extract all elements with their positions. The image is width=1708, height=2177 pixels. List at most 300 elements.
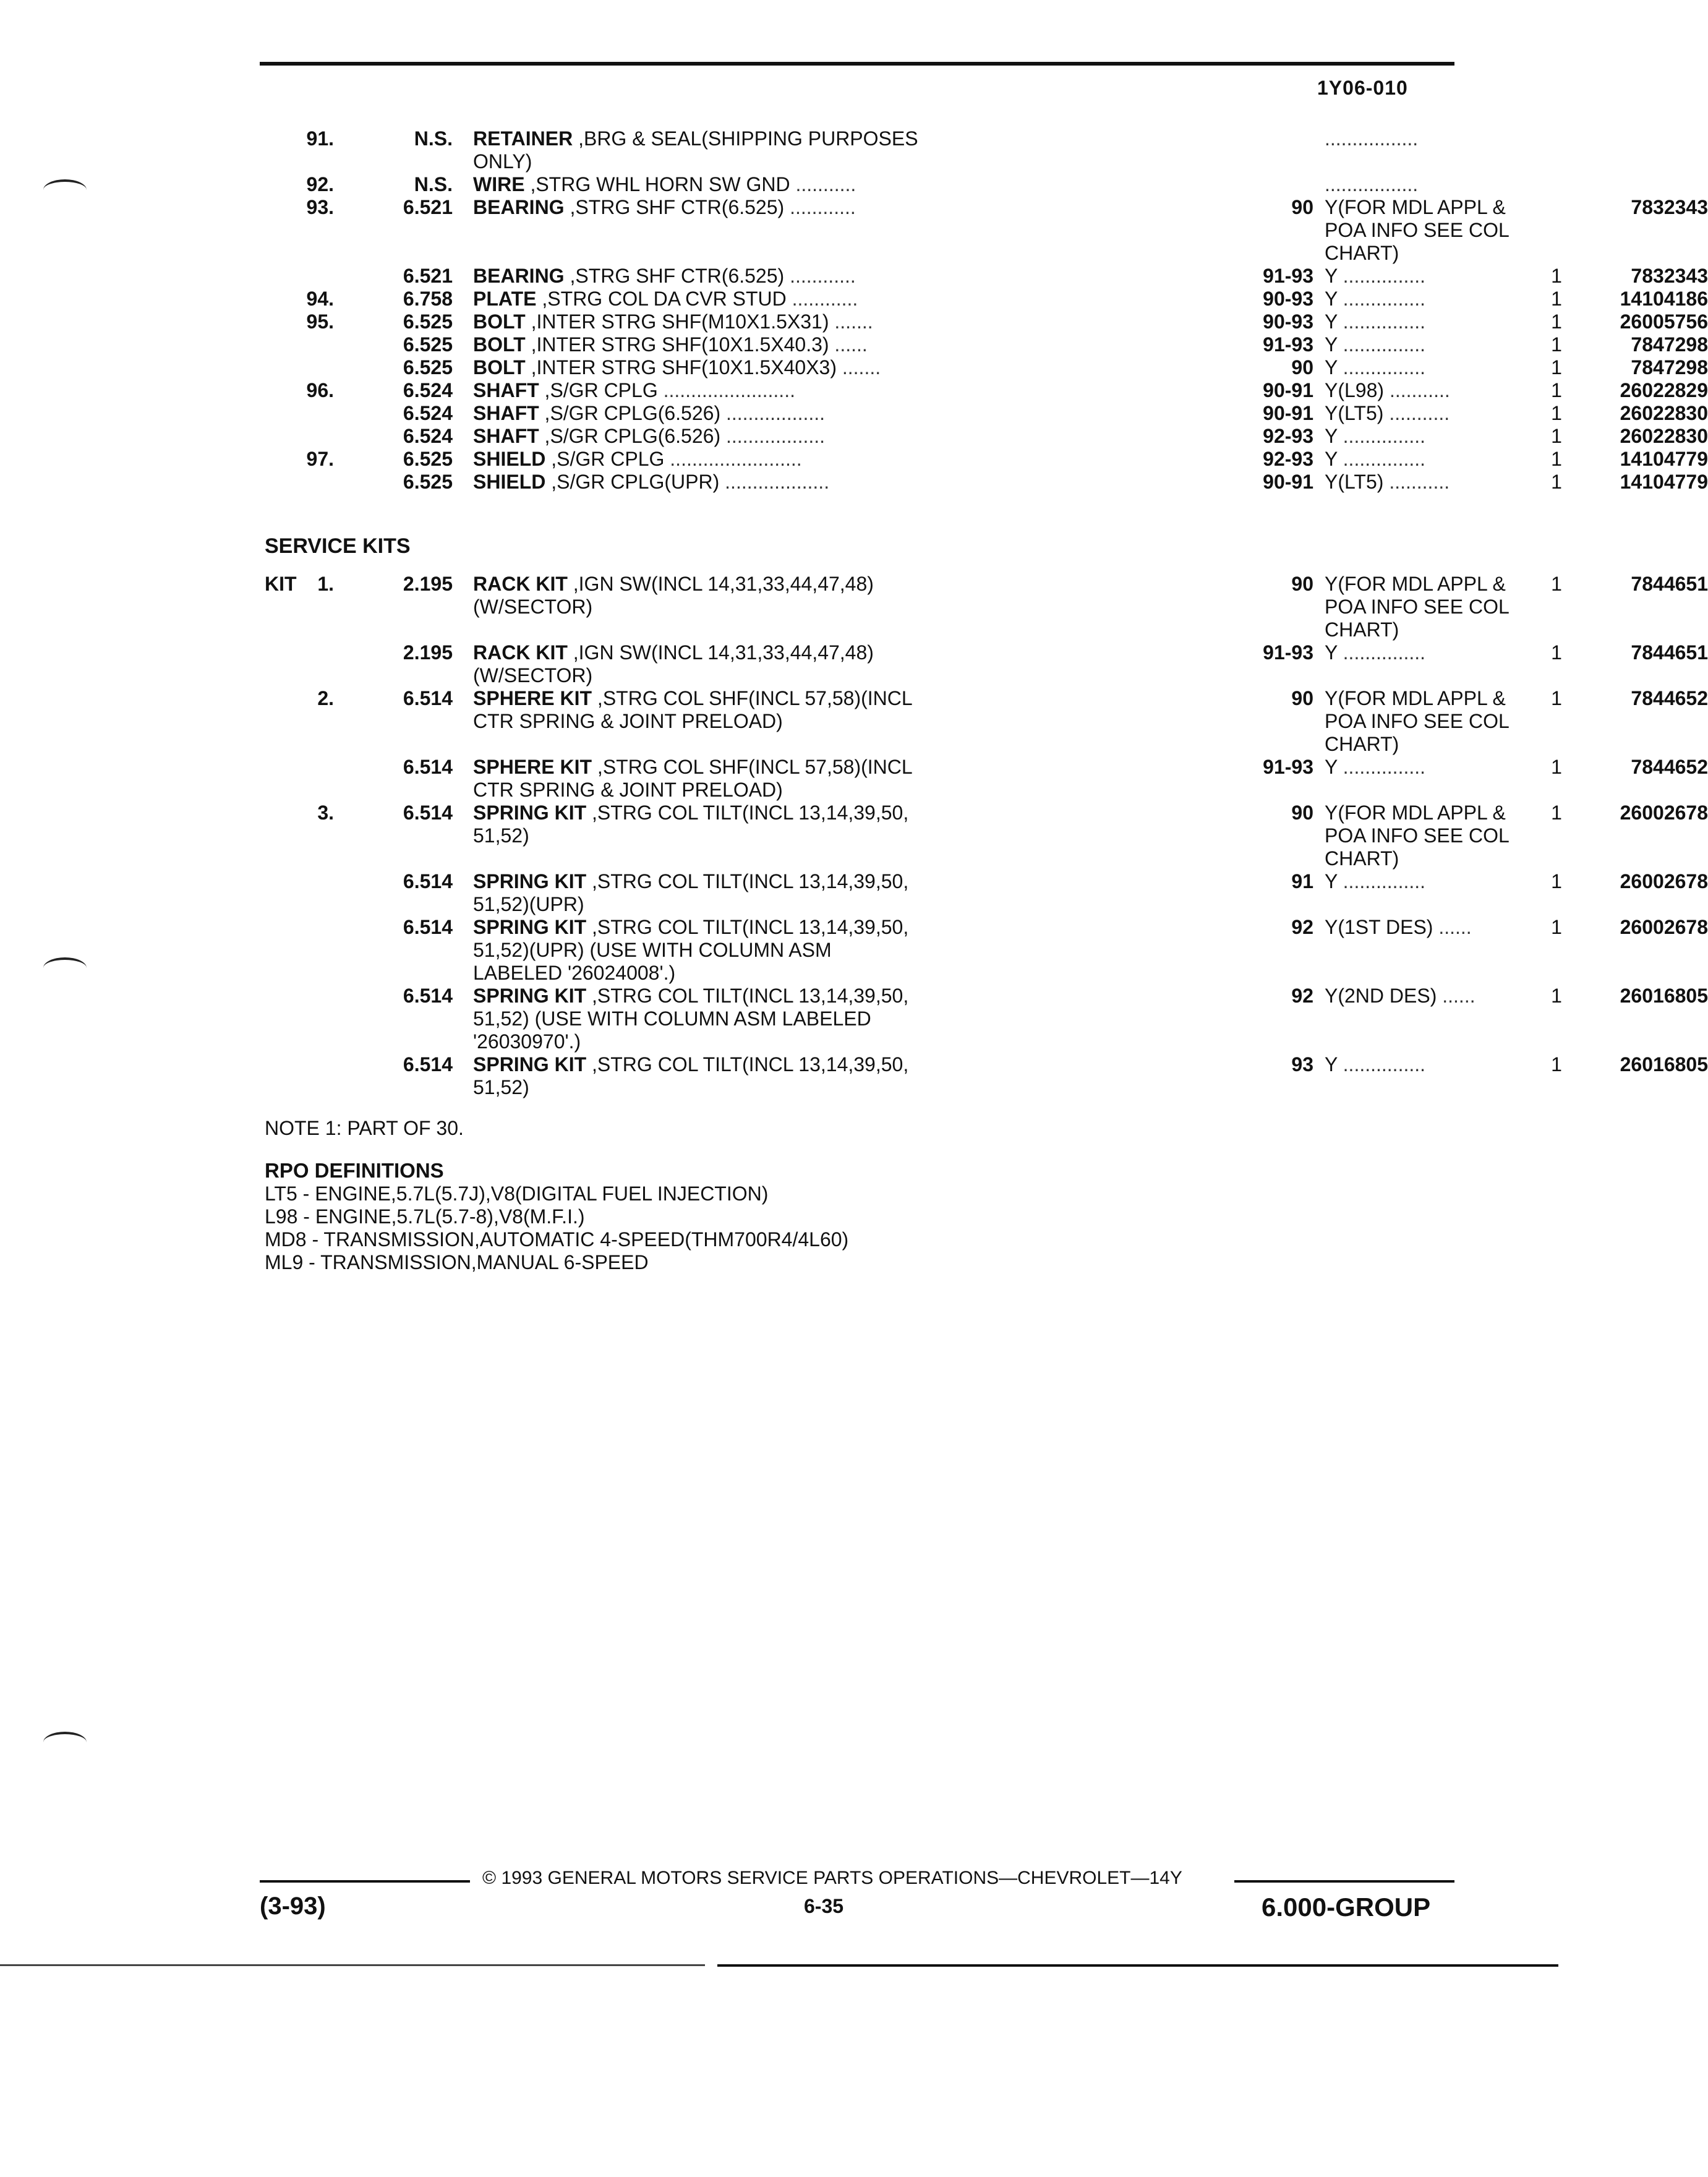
description-line <box>473 756 1228 779</box>
part-name: SPRING KIT <box>473 1053 587 1076</box>
part-description <box>473 265 1228 288</box>
table-row <box>260 641 1708 687</box>
application-continuation: POA INFO SEE COL <box>1325 710 1509 732</box>
description-continuation: 51,52) <box>473 1076 529 1098</box>
group-number: 6.525 <box>403 356 453 379</box>
leader-dots: ...... <box>1437 985 1475 1007</box>
quantity: 1 <box>1551 425 1562 447</box>
application-code: Y <box>1325 641 1338 664</box>
group-number: 6.524 <box>403 402 453 424</box>
part-name: SHAFT <box>473 425 539 447</box>
application-line <box>1325 196 1535 219</box>
part-description <box>473 173 1228 196</box>
part-number: 14104779 <box>1620 448 1708 470</box>
part-detail: ,STRG COL SHF(INCL 57,58)(INCL <box>592 756 913 778</box>
application-line <box>1325 687 1535 710</box>
leader-dots: ............... <box>1337 756 1426 778</box>
table-row <box>260 333 1708 356</box>
part-name: RACK KIT <box>473 573 568 595</box>
leader-dots: ........................ <box>657 379 795 401</box>
application <box>1325 356 1535 379</box>
document-code: 1Y06-010 <box>1317 77 1408 99</box>
table-row <box>260 1053 1708 1099</box>
footnote: NOTE 1: PART OF 30. <box>265 1117 464 1139</box>
part-detail: ,INTER STRG SHF(10X1.5X40.3) <box>525 333 829 356</box>
part-number: 26002678 <box>1620 916 1708 938</box>
part-description <box>473 402 1228 425</box>
leader-dots: .................. <box>720 425 826 447</box>
leader-dots: ........... <box>790 173 856 195</box>
part-name: BEARING <box>473 196 565 218</box>
description-continuation: CTR SPRING & JOINT PRELOAD) <box>473 779 783 801</box>
part-number: 7844651 <box>1631 573 1708 595</box>
part-detail: ,STRG COL TILT(INCL 13,14,39,50, <box>586 985 909 1007</box>
description-line <box>473 802 1228 824</box>
group-number: 6.525 <box>403 310 453 333</box>
application-line <box>1325 333 1535 356</box>
part-name: SPRING KIT <box>473 802 587 824</box>
part-name: SPRING KIT <box>473 916 587 938</box>
table-row <box>260 127 1459 173</box>
description-line <box>473 448 1228 471</box>
part-number: 26022830 <box>1620 402 1708 424</box>
application <box>1325 687 1535 756</box>
quantity: 1 <box>1551 379 1562 401</box>
group-number: N.S. <box>414 127 453 150</box>
quantity: 1 <box>1551 573 1562 595</box>
description-line <box>473 196 1228 219</box>
leader-dots: ................... <box>719 471 830 493</box>
application <box>1325 402 1535 425</box>
application <box>1325 756 1535 779</box>
part-number: 14104186 <box>1620 288 1708 310</box>
application-code: Y <box>1325 310 1338 333</box>
part-name: SHIELD <box>473 471 546 493</box>
part-name: BOLT <box>473 356 526 379</box>
group-number: 6.525 <box>403 333 453 356</box>
model-year: 93 <box>1291 1053 1313 1076</box>
part-detail: ,IGN SW(INCL 14,31,33,44,47,48) <box>567 573 874 595</box>
application <box>1325 196 1535 265</box>
part-detail: ,BRG & SEAL(SHIPPING PURPOSES <box>573 127 918 150</box>
application-line <box>1325 985 1535 1007</box>
description-line <box>473 288 1228 310</box>
part-description <box>473 127 1228 173</box>
leader-dots: ...... <box>829 333 868 356</box>
kit-label: KIT <box>265 573 297 595</box>
application <box>1325 641 1535 664</box>
table-row <box>260 471 1708 494</box>
application <box>1325 265 1535 288</box>
application-code: Y(LT5) <box>1325 471 1384 493</box>
description-line <box>473 471 1228 494</box>
part-number: 26002678 <box>1620 870 1708 892</box>
part-description <box>473 916 1228 985</box>
table-row <box>260 265 1708 288</box>
application-line <box>1325 802 1535 824</box>
application-continuation: CHART) <box>1325 847 1399 870</box>
description-line <box>473 870 1228 893</box>
part-description <box>473 333 1228 356</box>
item-number: 93. <box>306 196 334 218</box>
application-line <box>1325 288 1535 310</box>
item-number: 91. <box>306 127 334 150</box>
part-name: SPHERE KIT <box>473 756 592 778</box>
part-name: SHAFT <box>473 379 539 401</box>
group-number: 6.521 <box>403 196 453 218</box>
part-name: SPRING KIT <box>473 985 587 1007</box>
part-name: BOLT <box>473 333 526 356</box>
model-year: 92 <box>1291 916 1313 938</box>
application-line <box>1325 356 1535 379</box>
quantity: 1 <box>1551 756 1562 778</box>
part-detail: ,STRG COL TILT(INCL 13,14,39,50, <box>586 802 909 824</box>
part-description <box>473 288 1228 310</box>
application <box>1325 471 1535 494</box>
part-description <box>473 870 1228 916</box>
quantity: 1 <box>1551 641 1562 664</box>
rpo-definition: ML9 - TRANSMISSION,MANUAL 6-SPEED <box>265 1251 649 1273</box>
part-number: 7844652 <box>1631 687 1708 709</box>
table-row <box>260 573 1708 641</box>
part-description <box>473 379 1228 402</box>
application-code: Y <box>1325 288 1338 310</box>
part-number: 26016805 <box>1620 985 1708 1007</box>
description-line <box>473 379 1228 402</box>
part-name: BEARING <box>473 265 565 287</box>
leader-dots: ........... <box>1383 402 1450 424</box>
description-line <box>473 573 1228 596</box>
part-detail: ,STRG COL DA CVR STUD <box>536 288 787 310</box>
binder-hole-mark <box>43 179 87 200</box>
quantity: 1 <box>1551 265 1562 287</box>
part-detail: ,S/GR CPLG <box>545 448 665 470</box>
application-code: Y <box>1325 265 1338 287</box>
quantity: 1 <box>1551 471 1562 493</box>
application-continuation: POA INFO SEE COL <box>1325 596 1509 618</box>
application-code: Y(FOR MDL APPL & <box>1325 802 1506 824</box>
part-description <box>473 1053 1228 1099</box>
application <box>1325 870 1535 893</box>
application-line <box>1325 402 1535 425</box>
scan-edge-line <box>0 1964 705 1966</box>
leader-dots: ...... <box>1433 916 1472 938</box>
application <box>1325 573 1535 641</box>
quantity: 1 <box>1551 870 1562 892</box>
part-name: SHAFT <box>473 402 539 424</box>
rpo-definition: LT5 - ENGINE,5.7L(5.7J),V8(DIGITAL FUEL INJECTION) <box>265 1183 769 1205</box>
application-line <box>1325 870 1535 893</box>
application-code: Y(FOR MDL APPL & <box>1325 196 1506 218</box>
model-year: 90-91 <box>1263 379 1313 401</box>
application-code: Y <box>1325 333 1338 356</box>
application <box>1325 916 1535 939</box>
application-line <box>1325 127 1535 150</box>
description-line <box>473 333 1228 356</box>
group-number: N.S. <box>414 173 453 195</box>
part-detail: ,INTER STRG SHF(M10X1.5X31) <box>525 310 829 333</box>
leader-dots: ............ <box>784 196 856 218</box>
rpo-definition: L98 - ENGINE,5.7L(5.7-8),V8(M.F.I.) <box>265 1205 585 1228</box>
group-number: 6.514 <box>403 1053 453 1076</box>
model-year: 90 <box>1291 573 1313 595</box>
part-name: SPHERE KIT <box>473 687 592 709</box>
part-description <box>473 310 1228 333</box>
part-name: RETAINER <box>473 127 573 150</box>
part-number: 26022830 <box>1620 425 1708 447</box>
quantity: 1 <box>1551 1053 1562 1076</box>
model-year: 91-93 <box>1263 333 1313 356</box>
item-number: 97. <box>306 448 334 470</box>
service-kits-heading: SERVICE KITS <box>265 534 411 558</box>
application <box>1325 127 1535 150</box>
part-description <box>473 448 1228 471</box>
part-number: 7844651 <box>1631 641 1708 664</box>
rpo-definitions-list <box>265 1183 848 1274</box>
part-detail: ,STRG WHL HORN SW GND <box>524 173 790 195</box>
quantity: 1 <box>1551 333 1562 356</box>
table-row <box>260 916 1708 985</box>
quantity: 1 <box>1551 985 1562 1007</box>
leader-dots: ................. <box>1325 127 1419 150</box>
table-row <box>260 425 1708 448</box>
application <box>1325 333 1535 356</box>
part-detail: ,INTER STRG SHF(10X1.5X40X3) <box>525 356 837 379</box>
part-number: 26016805 <box>1620 1053 1708 1076</box>
leader-dots: ............... <box>1337 870 1426 892</box>
description-line <box>473 687 1228 710</box>
binder-hole-mark <box>43 1732 87 1753</box>
quantity: 1 <box>1551 916 1562 938</box>
model-year: 90-91 <box>1263 471 1313 493</box>
leader-dots: ............ <box>786 288 858 310</box>
model-year: 91-93 <box>1263 641 1313 664</box>
leader-dots: ............ <box>784 265 856 287</box>
part-detail: ,STRG SHF CTR(6.525) <box>564 265 785 287</box>
model-year: 90 <box>1291 356 1313 379</box>
leader-dots: ............... <box>1337 1053 1426 1076</box>
group-number: 6.524 <box>403 379 453 401</box>
part-name: WIRE <box>473 173 525 195</box>
table-row <box>260 173 1459 196</box>
application-continuation: CHART) <box>1325 618 1399 641</box>
copyright-line: © 1993 GENERAL MOTORS SERVICE PARTS OPERATIONS—CHEVROLET—14Y <box>482 1868 1182 1888</box>
table-row <box>260 379 1708 402</box>
item-number: 96. <box>306 379 334 401</box>
part-number: 7832343 <box>1631 196 1708 218</box>
description-continuation: CTR SPRING & JOINT PRELOAD) <box>473 710 783 732</box>
application <box>1325 288 1535 310</box>
leader-dots: ............... <box>1337 425 1426 447</box>
group-number: 6.514 <box>403 756 453 778</box>
application-continuation: POA INFO SEE COL <box>1325 824 1509 847</box>
application-code: Y(FOR MDL APPL & <box>1325 687 1506 709</box>
leader-dots: ............... <box>1337 356 1426 379</box>
part-description <box>473 196 1228 219</box>
application <box>1325 985 1535 1007</box>
application-code: Y(2ND DES) <box>1325 985 1437 1007</box>
application-code: Y(1ST DES) <box>1325 916 1433 938</box>
part-number: 14104779 <box>1620 471 1708 493</box>
group-number: 6.514 <box>403 687 453 709</box>
leader-dots: ....... <box>836 356 881 379</box>
leader-dots: .................. <box>720 402 826 424</box>
part-detail: ,IGN SW(INCL 14,31,33,44,47,48) <box>567 641 874 664</box>
application-code: Y <box>1325 1053 1338 1076</box>
scan-edge-line <box>717 1964 1558 1967</box>
part-detail: ,STRG COL TILT(INCL 13,14,39,50, <box>586 916 909 938</box>
description-line <box>473 1053 1228 1076</box>
model-year: 91-93 <box>1263 756 1313 778</box>
model-year: 92-93 <box>1263 448 1313 470</box>
model-year: 90-93 <box>1263 288 1313 310</box>
group-number: 2.195 <box>403 641 453 664</box>
description-continuation: 51,52) <box>473 824 529 847</box>
application-code: Y <box>1325 356 1338 379</box>
part-name: PLATE <box>473 288 537 310</box>
part-number: 7832343 <box>1631 265 1708 287</box>
item-number: 3. <box>317 802 334 824</box>
group-number: 6.514 <box>403 985 453 1007</box>
part-number: 7847298 <box>1631 356 1708 379</box>
table-row <box>260 310 1708 333</box>
group-number: 2.195 <box>403 573 453 595</box>
part-number: 26022829 <box>1620 379 1708 401</box>
application-code: Y(FOR MDL APPL & <box>1325 573 1506 595</box>
model-year: 90-93 <box>1263 310 1313 333</box>
footer-rule-left <box>260 1880 470 1883</box>
leader-dots: ............... <box>1337 310 1426 333</box>
part-description <box>473 802 1228 847</box>
item-number: 95. <box>306 310 334 333</box>
part-name: BOLT <box>473 310 526 333</box>
application-line <box>1325 471 1535 494</box>
part-description <box>473 756 1228 802</box>
part-detail: ,STRG COL TILT(INCL 13,14,39,50, <box>586 1053 909 1076</box>
part-name: SHIELD <box>473 448 546 470</box>
group-number: 6.514 <box>403 916 453 938</box>
application-line <box>1325 916 1535 939</box>
application <box>1325 802 1535 870</box>
part-number: 26005756 <box>1620 310 1708 333</box>
group-number: 6.521 <box>403 265 453 287</box>
group-number: 6.525 <box>403 471 453 493</box>
leader-dots: ............... <box>1337 288 1426 310</box>
description-continuation: (W/SECTOR) <box>473 664 593 686</box>
header-rule <box>260 62 1454 66</box>
application-continuation: CHART) <box>1325 733 1399 755</box>
application <box>1325 448 1535 471</box>
application-line <box>1325 379 1535 402</box>
footer-rule-right <box>1234 1880 1454 1883</box>
item-number: 1. <box>317 573 334 595</box>
leader-dots: ................. <box>1325 173 1419 195</box>
application <box>1325 1053 1535 1076</box>
application <box>1325 425 1535 448</box>
part-detail: ,S/GR CPLG(6.526) <box>539 402 721 424</box>
leader-dots: ....... <box>829 310 873 333</box>
application-line <box>1325 265 1535 288</box>
description-line <box>473 127 1228 150</box>
group-number: 6.514 <box>403 802 453 824</box>
group-number: 6.514 <box>403 870 453 892</box>
part-detail: ,S/GR CPLG(UPR) <box>545 471 720 493</box>
description-continuation: 51,52)(UPR) (USE WITH COLUMN ASM <box>473 939 832 961</box>
description-continuation: '26030970'.) <box>473 1030 581 1053</box>
description-line <box>473 356 1228 379</box>
table-row <box>260 870 1708 916</box>
part-description <box>473 425 1228 448</box>
item-number: 94. <box>306 288 334 310</box>
application-line <box>1325 310 1535 333</box>
application-line <box>1325 573 1535 596</box>
table-row <box>260 448 1708 471</box>
part-description <box>473 471 1228 494</box>
page-number: 6-35 <box>804 1895 844 1917</box>
application-code: Y <box>1325 425 1338 447</box>
group-number: 6.758 <box>403 288 453 310</box>
table-row <box>260 196 1708 265</box>
application <box>1325 379 1535 402</box>
description-line <box>473 916 1228 939</box>
group-label: 6.000-GROUP <box>1262 1893 1431 1922</box>
application-code: Y <box>1325 756 1338 778</box>
application-code: Y(L98) <box>1325 379 1385 401</box>
application-line <box>1325 1053 1535 1076</box>
description-line <box>473 985 1228 1007</box>
description-continuation: 51,52)(UPR) <box>473 893 584 915</box>
quantity: 1 <box>1551 356 1562 379</box>
part-detail: ,STRG COL TILT(INCL 13,14,39,50, <box>586 870 909 892</box>
part-name: RACK KIT <box>473 641 568 664</box>
rpo-definitions-heading: RPO DEFINITIONS <box>265 1159 444 1182</box>
part-detail: ,STRG COL SHF(INCL 57,58)(INCL <box>592 687 913 709</box>
table-row <box>260 356 1708 379</box>
part-description <box>473 687 1228 733</box>
leader-dots: ............... <box>1337 448 1426 470</box>
leader-dots: ........... <box>1383 471 1450 493</box>
table-row <box>260 288 1708 310</box>
part-description <box>473 985 1228 1053</box>
table-row <box>260 687 1708 756</box>
part-name: SPRING KIT <box>473 870 587 892</box>
part-detail: ,S/GR CPLG <box>539 379 658 401</box>
part-description <box>473 641 1228 687</box>
part-number: 7847298 <box>1631 333 1708 356</box>
quantity: 1 <box>1551 448 1562 470</box>
part-number: 26002678 <box>1620 802 1708 824</box>
model-year: 90 <box>1291 196 1313 218</box>
quantity: 1 <box>1551 310 1562 333</box>
application-code: Y(LT5) <box>1325 402 1384 424</box>
leader-dots: ............... <box>1337 265 1426 287</box>
description-continuation: (W/SECTOR) <box>473 596 593 618</box>
leader-dots: ............... <box>1337 641 1426 664</box>
table-row <box>260 985 1708 1053</box>
description-line <box>473 173 1228 196</box>
model-year: 92-93 <box>1263 425 1313 447</box>
application-continuation: POA INFO SEE COL <box>1325 219 1509 241</box>
application <box>1325 310 1535 333</box>
description-line <box>473 402 1228 425</box>
model-year: 90-91 <box>1263 402 1313 424</box>
table-row <box>260 402 1708 425</box>
model-year: 90 <box>1291 802 1313 824</box>
model-year: 91-93 <box>1263 265 1313 287</box>
description-line <box>473 425 1228 448</box>
part-detail: ,S/GR CPLG(6.526) <box>539 425 721 447</box>
leader-dots: ........... <box>1384 379 1450 401</box>
